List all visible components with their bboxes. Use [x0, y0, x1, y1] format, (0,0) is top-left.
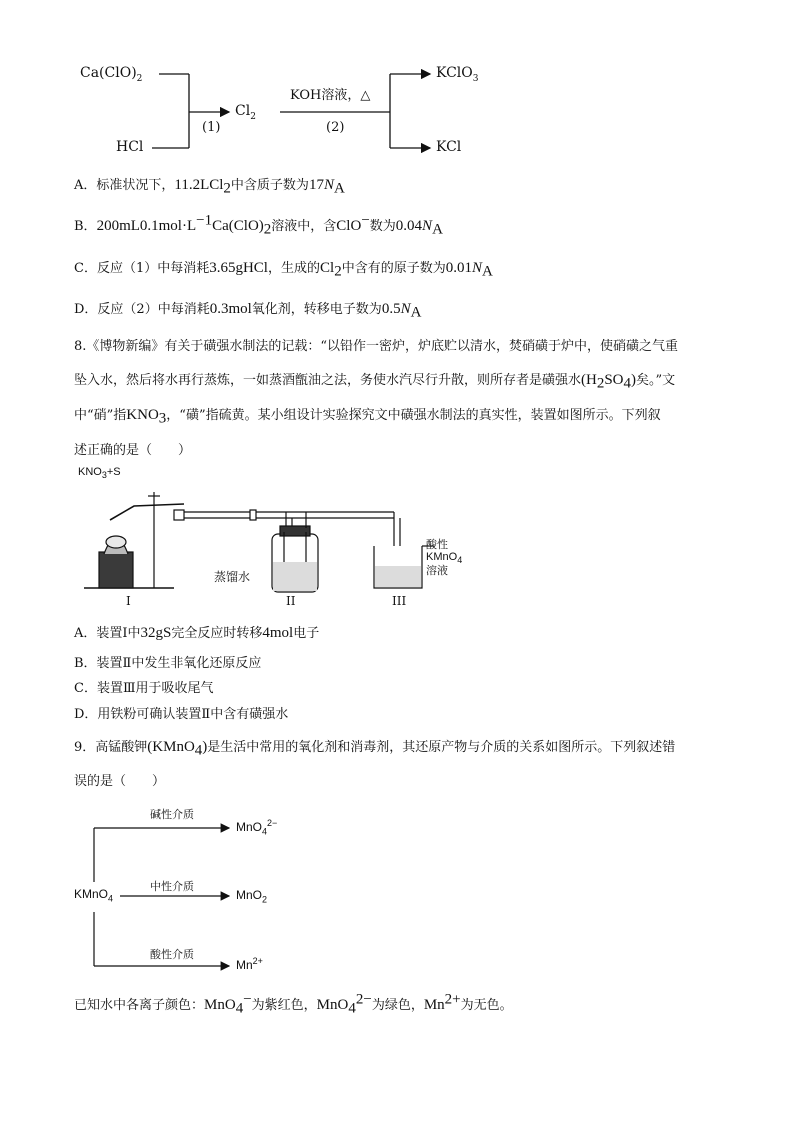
- label-distilled-water: 蒸馏水: [214, 570, 251, 584]
- q7-option-d: D．反应（2）中每消耗0.3mol氧化剂，转移电子数为$0.5N_A$: [74, 301, 422, 321]
- label-acidic-kmno4: 酸性 KMnO$_4$ 溶液: [426, 538, 463, 577]
- q9-stem-line-1: 9．高锰酸钾(KMnO$_4$)是生活中常用的氧化剂和消毒剂，其还原产物与介质的关系如图所示。下列叙述错: [74, 739, 676, 759]
- chlorine-reaction-diagram: [74, 60, 494, 160]
- q9-stem-line-2: 误的是（ ）: [74, 774, 166, 789]
- condition-neutral: 中性介质: [150, 880, 194, 893]
- product-potassium-chlorate: KClO$_3$: [436, 65, 479, 84]
- condition-acidic: 酸性介质: [150, 948, 194, 961]
- q8-option-a: A．装置Ⅰ中32gS完全反应时转移4mol电子: [74, 625, 320, 641]
- q8-apparatus-figure: [74, 462, 474, 614]
- q9-ion-colors-note: 已知水中各离子颜色：MnO$_4$−为紫红色，MnO$_4^{2-}$为绿色，$Mn^{2+}$为无色。: [74, 991, 513, 1017]
- q8-option-d: D．用铁粉可确认装置Ⅱ中含有磺强水: [74, 707, 289, 722]
- reactant-hcl: HCl: [116, 139, 144, 155]
- q7-option-b: B．$200mL0.1mol\cdot L^{-1}Ca(ClO)_2$溶液中，含ClO−数为$0.04N_A$: [74, 212, 443, 238]
- label-device-III: III: [392, 594, 407, 608]
- q8-option-c: C．装置Ⅲ用于吸收尾气: [74, 681, 214, 696]
- label-device-II: II: [286, 594, 296, 608]
- product-potassium-chloride: KCl: [436, 139, 462, 155]
- q7-option-a: A．标准状况下，11.2LCl$_2$中含质子数为$17N_A$: [74, 177, 345, 197]
- q8-stem-line-2: 坠入水，然后将水再行蒸炼，一如蒸酒甑油之法，务使水汽尽行升散，则所存者是磺强水$(H_2SO_4)$矣。”文: [74, 372, 676, 392]
- reactant-calcium-hypochlorite: $Ca(ClO)_2$: [80, 65, 143, 84]
- step-2-label: (2): [326, 120, 345, 135]
- product-mno2: MnO$_2$: [236, 888, 268, 905]
- q7-option-c: C．反应（1）中每消耗3.65gHCl，生成的$Cl_2$中含有的原子数为$0.01N_A$: [74, 260, 493, 280]
- q8-stem-line-4: 述正确的是（ ）: [74, 443, 192, 458]
- product-mn2plus: $Mn^{2+}$: [236, 956, 263, 972]
- condition-basic: 碱性介质: [150, 808, 194, 821]
- label-reagent-kno3-s: $KNO_3+S$: [78, 466, 121, 481]
- step-1-label: (1): [202, 120, 221, 135]
- label-device-I: I: [126, 594, 131, 608]
- q8-option-b: B．装置Ⅱ中发生非氧化还原反应: [74, 656, 262, 671]
- kmno4-reduction-diagram: [74, 800, 314, 980]
- intermediate-chlorine: $Cl_2$: [235, 103, 256, 122]
- reaction-condition: KOH溶液，△: [290, 88, 371, 103]
- apparatus-svg: [74, 462, 474, 614]
- product-manganate: MnO$_4^{2-}$: [236, 818, 278, 837]
- q8-stem-line-3: 中“硝”指$KNO_3$，“磺”指硫黄。某小组设计实验探究文中磺强水制法的真实性，装置如图所示。下列叙: [74, 407, 661, 427]
- q8-stem-line-1: 8.《博物新编》有关于磺强水制法的记载：“以铅作一密炉，炉底贮以清水，焚硝磺于炉中，使硝磺之气重: [74, 339, 679, 354]
- kmno4-reactant: KMnO$_4$: [74, 887, 114, 904]
